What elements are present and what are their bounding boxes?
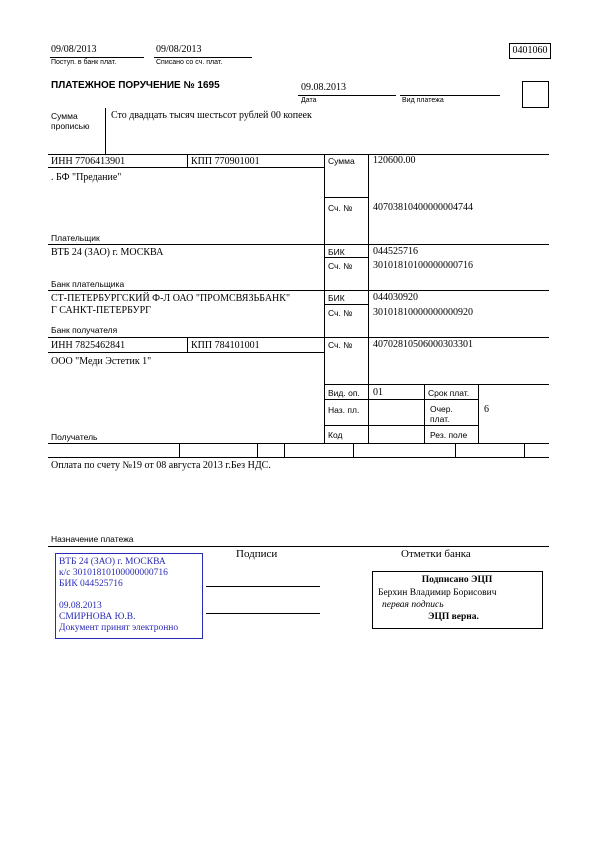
payer-bank-bik: 044525716 (373, 246, 418, 257)
purpose-label: Назначение платежа (51, 534, 134, 544)
payer-account: 40703810400000004744 (373, 202, 473, 213)
ecp-signer: Берхин Владимир Борисович (378, 588, 497, 598)
payee-bank-city: Г САНКТ-ПЕТЕРБУРГ (51, 305, 151, 316)
stamp-bank-name: ВТБ 24 (ЗАО) г. МОСКВА (59, 557, 166, 567)
priority-label: Очер. (430, 404, 453, 414)
amount-words-label: Сумма (51, 111, 78, 121)
payee-name: ООО "Меди Эстетик 1" (51, 356, 152, 367)
stamp-bik: БИК 044525716 (59, 579, 123, 589)
ecp-status: ЭЦП верна. (428, 612, 479, 622)
form-code: 0401060 (509, 43, 551, 59)
purpose-text: Оплата по счету №19 от 08 августа 2013 г.Без НДС. (51, 460, 271, 471)
ecp-title: Подписано ЭЦП (421, 575, 493, 585)
ecp-role: первая подпись (382, 600, 444, 610)
payee-bank-name: СТ-ПЕТЕРБУРГСКИЙ Ф-Л ОАО "ПРОМСВЯЗЬБАНК" (51, 293, 291, 304)
stamp-corr-account: к/с 30101810100000000716 (59, 568, 168, 578)
payer-name: . БФ "Предание" (51, 172, 122, 183)
purpose-code-label: Наз. пл. (328, 405, 360, 415)
payee-inn: ИНН 7825462841 (51, 340, 126, 351)
order-date-label: Дата (301, 97, 317, 104)
amount-label: Сумма (328, 156, 355, 166)
payee-account: 40702810506000303301 (373, 339, 473, 350)
order-title: ПЛАТЕЖНОЕ ПОРУЧЕНИЕ № 1695 (51, 80, 220, 91)
op-type-label: Вид. оп. (328, 388, 360, 398)
payee-bank-bik: 044030920 (373, 292, 418, 303)
date-received: 09/08/2013 (51, 44, 97, 55)
payee-kpp: КПП 784101001 (191, 340, 260, 351)
payee-bank-account-label: Сч. № (328, 308, 353, 318)
stamp-electronic-note: Документ принят электронно (59, 623, 179, 633)
payment-type-box (522, 81, 549, 108)
date-debited: 09/08/2013 (156, 44, 202, 55)
order-date: 09.08.2013 (301, 82, 346, 93)
payer-label: Плательщик (51, 233, 100, 243)
payer-bank-account: 30101810100000000716 (373, 260, 473, 271)
stamp-operator: СМИРНОВА Ю.В. (59, 612, 136, 622)
amount-value: 120600.00 (373, 155, 416, 166)
payee-bank-account: 30101810000000000920 (373, 307, 473, 318)
amount-words-value: Сто двадцать тысяч шестьсот рублей 00 копеек (111, 110, 312, 121)
payer-account-label: Сч. № (328, 203, 353, 213)
payer-kpp: КПП 770901001 (191, 156, 260, 167)
bank-marks-label: Отметки банка (401, 548, 471, 560)
payer-bank-account-label: Сч. № (328, 261, 353, 271)
reserve-label: Рез. поле (430, 430, 468, 440)
payee-bank-bik-label: БИК (328, 293, 345, 303)
priority-value: 6 (484, 404, 489, 415)
payer-bank-label: Банк плательщика (51, 279, 125, 289)
priority-label-2: плат. (430, 414, 450, 424)
payer-inn: ИНН 7706413901 (51, 156, 126, 167)
payee-label: Получатель (51, 432, 98, 442)
payee-account-label: Сч. № (328, 340, 353, 350)
stamp-date: 09.08.2013 (59, 601, 102, 611)
code-label: Код (328, 430, 343, 440)
payee-bank-label: Банк получателя (51, 325, 118, 335)
date-debited-label: Списано со сч. плат. (156, 59, 223, 66)
payer-bank-bik-label: БИК (328, 247, 345, 257)
signatures-label: Подписи (236, 548, 278, 560)
payment-type-label: Вид платежа (402, 97, 444, 104)
date-received-label: Поступ. в банк плат. (51, 59, 117, 66)
op-type-value: 01 (373, 387, 383, 398)
payer-bank-name: ВТБ 24 (ЗАО) г. МОСКВА (51, 247, 164, 258)
amount-words-label-2: прописью (51, 121, 90, 131)
term-label: Срок плат. (428, 388, 470, 398)
